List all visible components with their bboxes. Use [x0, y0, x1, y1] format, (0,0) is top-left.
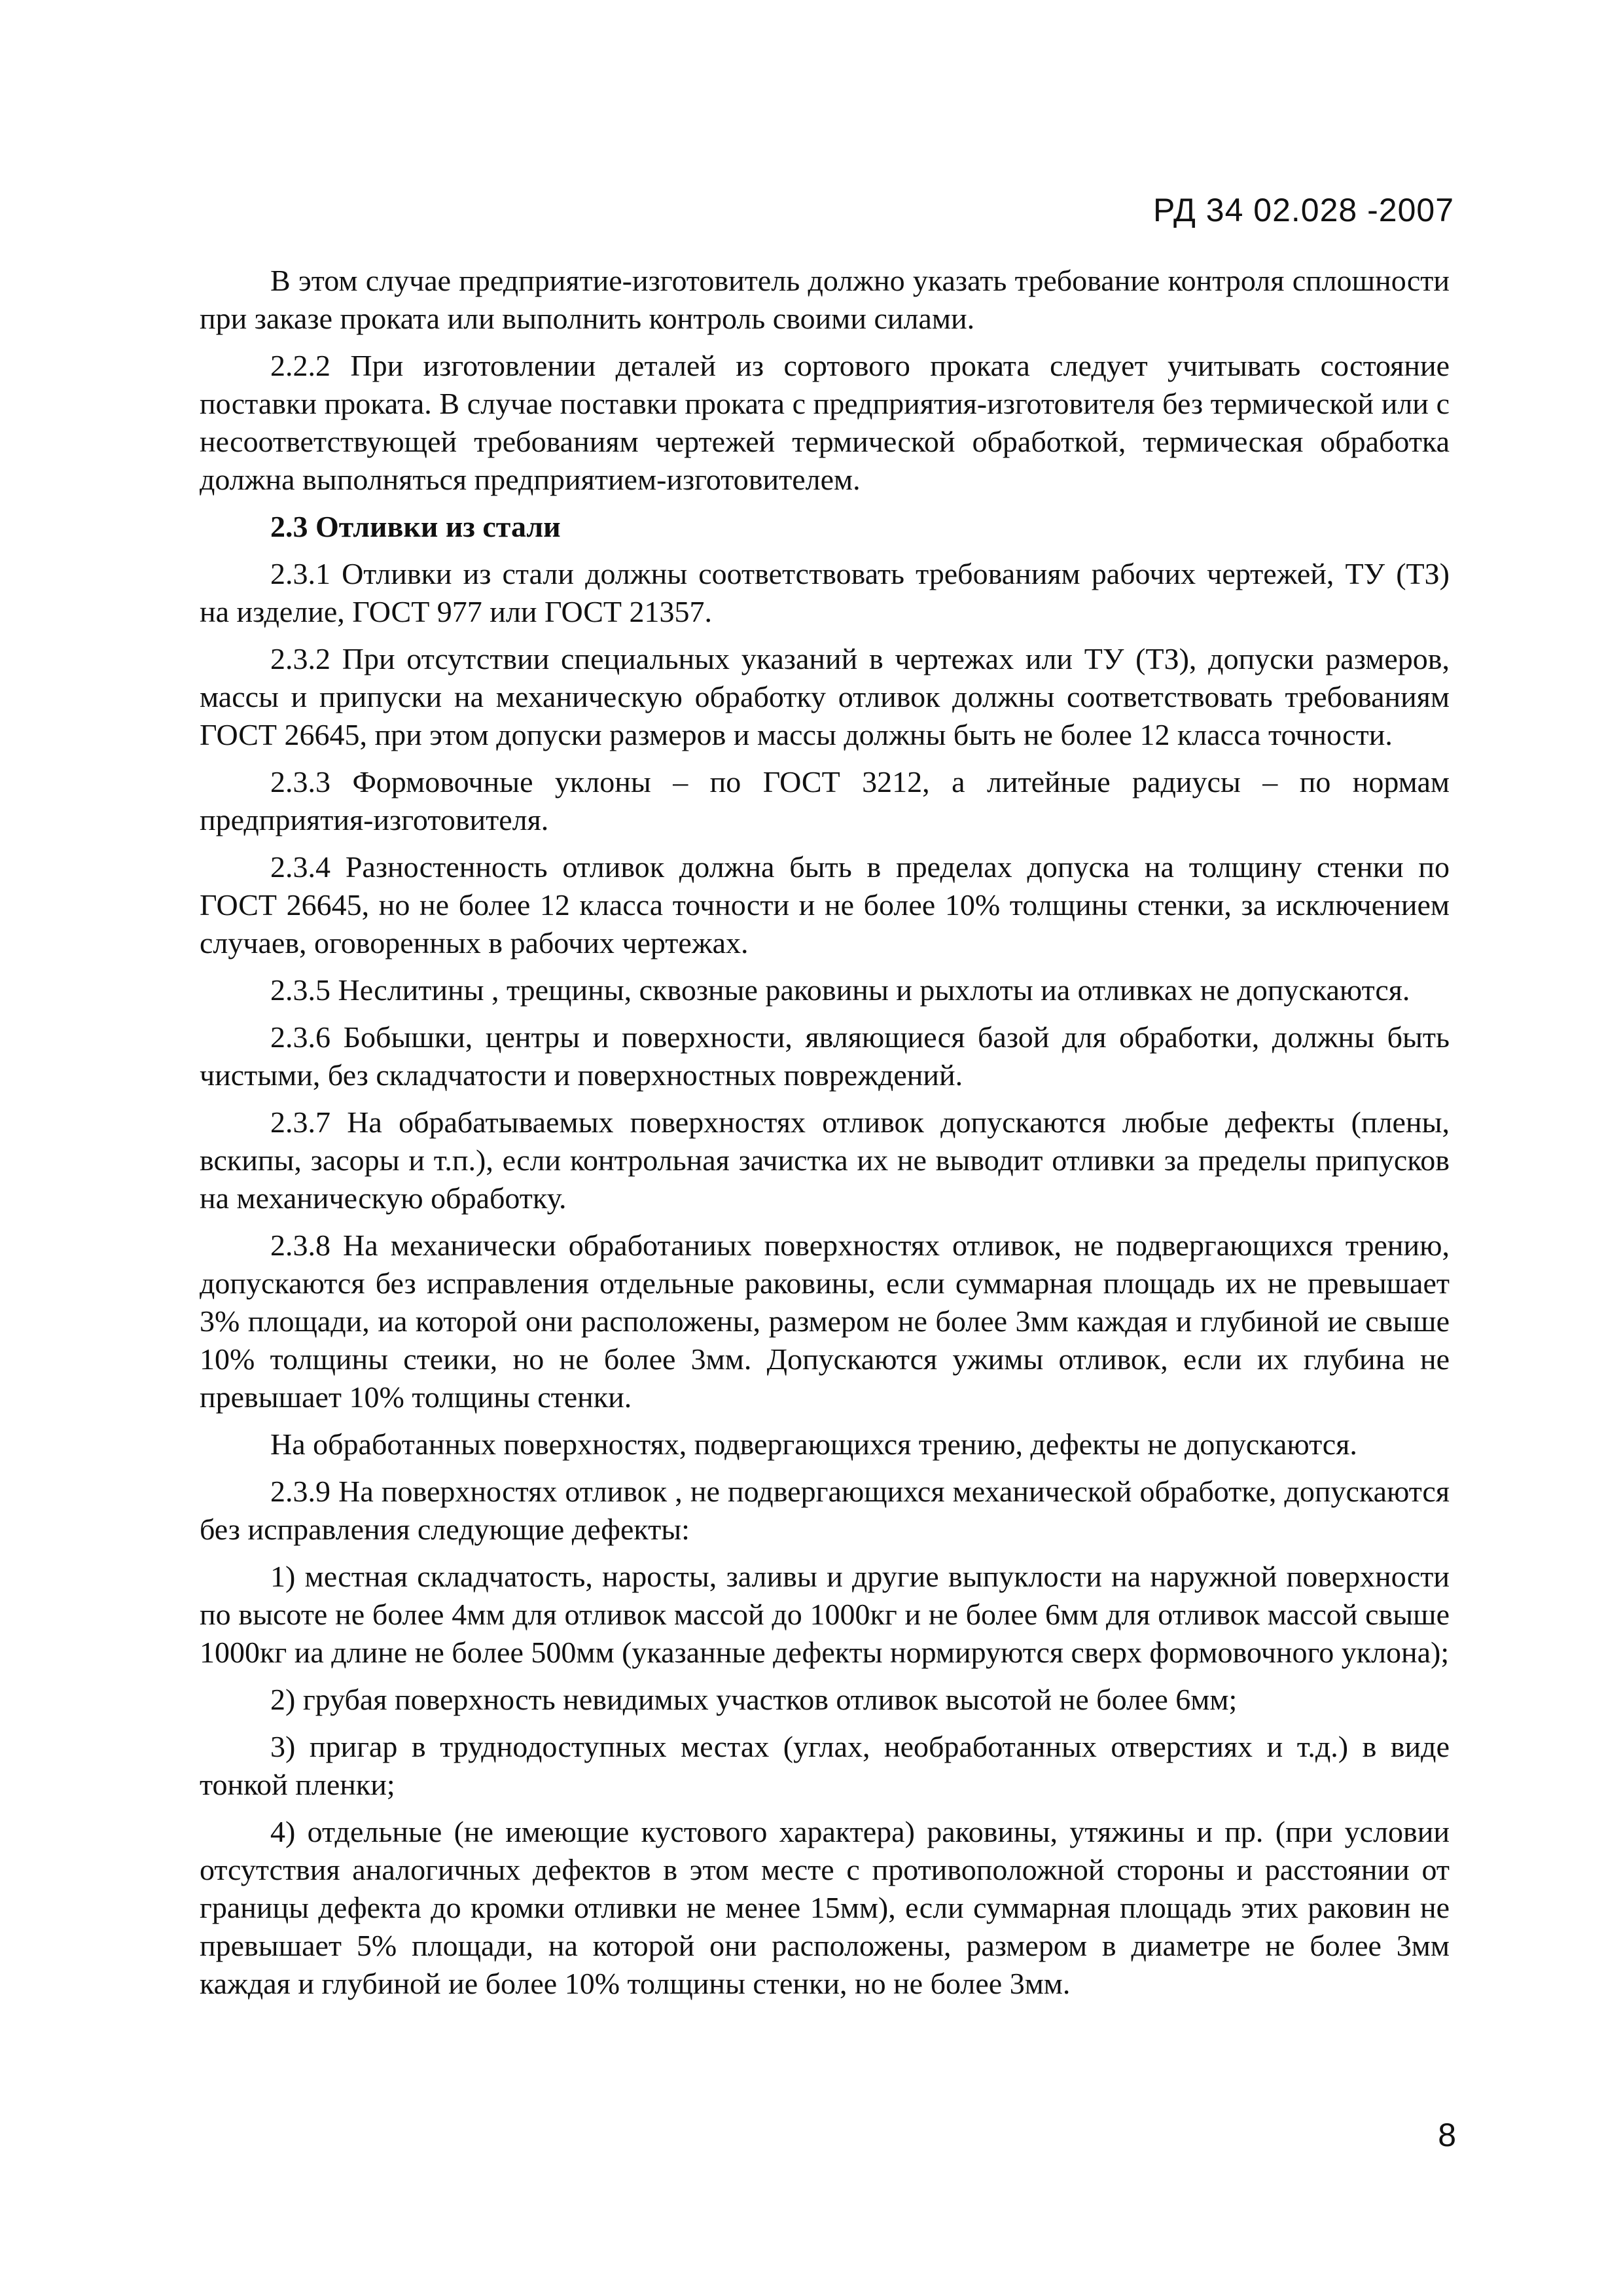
list-item: 4) отдельные (не имеющие кустового характера) раковины, утяжины и пр. (при условии отсутствия аналогичных дефектов в этом месте с противоположной стороны и расстоянии от границы дефекта до кромки отливки не менее 15мм), если суммарная площадь этих раковин не превышает 5% площади, на которой они расположены, размером в диаметре не более 3мм каждая и глубиной ие более 10% толщины стенки, но не более 3мм. [200, 1815, 1450, 2000]
document-body [200, 262, 1450, 2012]
paragraph: 2.3.8 На механически обработаниых поверхностях отливок, не подвергающихся трению, допускаются без исправления отдельные раковины, если суммарная площадь их не превышает 3% площади, иа которой они расположены, размером не более 3мм каждая и глубиной ие свыше 10% толщины стеики, но не более 3мм. Допускаются ужимы отливок, если их глубина не превышает 10% толщины стенки. [200, 1229, 1450, 1414]
paragraph: 2.3.2 При отсутствии специальных указаний в чертежах или ТУ (ТЗ), допуски размеров, массы и припуски на механическую обработку отливок должны соответствовать требованиям ГОСТ 26645, при этом допуски размеров и массы должны быть не более 12 класса точности. [200, 642, 1450, 751]
paragraph: В этом случае предприятие-изготовитель должно указать требование контроля сплошности при заказе проката или выполнить контроль своими силами. [200, 264, 1450, 335]
paragraph: 2.3.4 Разностенность отливок должна быть в пределах допуска на толщину стенки по ГОСТ 26645, но не более 12 класса точности и не более 10% толщины стенки, за исключением случаев, оговоренных в рабочих чертежах. [200, 850, 1450, 960]
list-item: 3) пригар в труднодоступных местах (углах, необработанных отверстиях и т.д.) в виде тонкой пленки; [200, 1730, 1450, 1801]
list-item: 2) грубая поверхность невидимых участков отливок высотой не более 6мм; [270, 1683, 1238, 1716]
paragraph: 2.3.1 Отливки из стали должны соответствовать требованиям рабочих чертежей, ТУ (ТЗ) на изделие, ГОСТ 977 или ГОСТ 21357. [200, 557, 1450, 628]
paragraph: 2.3.9 На поверхностях отливок , не подвергающихся механической обработке, допускаются без исправления следующие дефекты: [200, 1475, 1450, 1546]
section-heading: 2.3 Отливки из стали [270, 510, 561, 543]
paragraph: 2.3.5 Неслитины , трещины, сквозные раковины и рыхлоты иа отливках не допускаются. [270, 973, 1410, 1007]
list-item: 1) местная складчатость, наросты, заливы и другие выпуклости на наружной поверхности по высоте не более 4мм для отливок массой до 1000кг и не более 6мм для отливок массой свыше 1000кг иа длине не более 500мм (указанные дефекты нормируются сверх формовочного уклона); [200, 1560, 1450, 1669]
paragraph: 2.3.6 Бобышки, центры и поверхности, являющиеся базой для обработки, должны быть чистыми, без складчатости и поверхностных повреждений. [200, 1020, 1450, 1092]
paragraph: 2.2.2 При изготовлении деталей из сортового проката следует учитывать состояние поставки проката. В случае поставки проката с предприятия-изготовителя без термической или с несоответствующей требованиям чертежей термической обработкой, термическая обработка должна выполняться предприятием-изготовителем. [200, 349, 1450, 496]
paragraph: 2.3.7 На обрабатываемых поверхностях отливок допускаются любые дефекты (плены, вскипы, засоры и т.п.), если контрольная зачистка их не выводит отливки за пределы припусков на механическую обработку. [200, 1105, 1450, 1215]
page-number: 8 [1438, 2117, 1456, 2153]
document-code: РД 34 02.028 -2007 [1153, 192, 1454, 228]
paragraph: 2.3.3 Формовочные уклоны – по ГОСТ 3212, а литейные радиусы – по нормам предприятия-изготовителя. [200, 765, 1450, 836]
paragraph: На обработанных поверхностях, подвергающихся трению, дефекты не допускаются. [270, 1427, 1357, 1461]
